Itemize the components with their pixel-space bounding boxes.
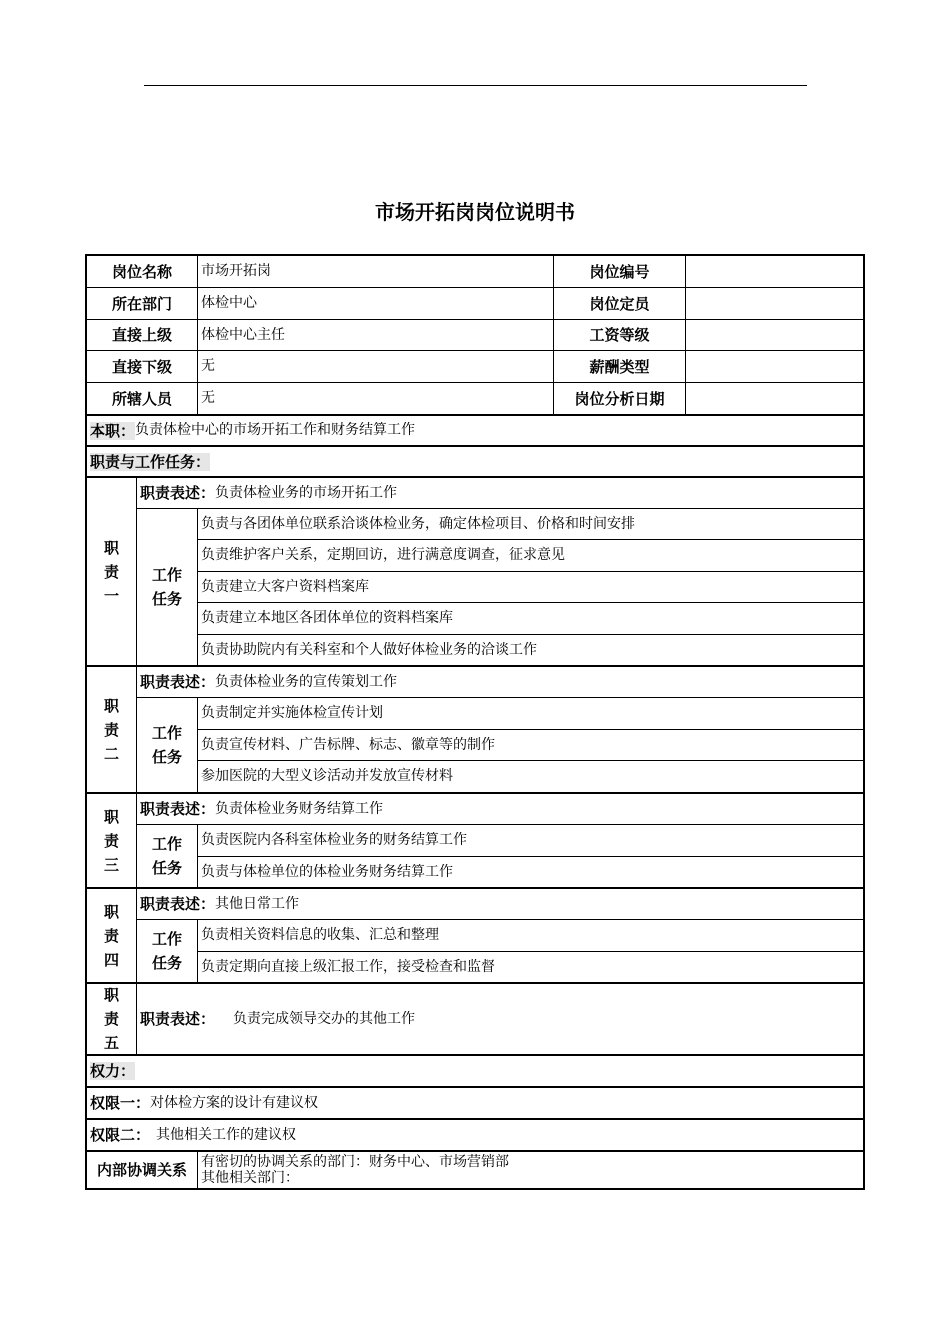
coordination-label: 内部协调关系 bbox=[87, 1150, 197, 1188]
salary-grade-value bbox=[685, 319, 863, 350]
department-value: 体检中心 bbox=[197, 287, 553, 319]
staff-value: 无 bbox=[197, 382, 553, 414]
core-duty-text: 负责体检中心的市场开拓工作和财务结算工作 bbox=[135, 422, 416, 439]
staff-label: 所辖人员 bbox=[87, 382, 197, 414]
subordinate-label: 直接下级 bbox=[87, 350, 197, 382]
salary-grade-label: 工资等级 bbox=[553, 319, 685, 350]
core-duty-label: 本职： bbox=[90, 421, 136, 440]
page-title: 市场开拓岗岗位说明书 bbox=[375, 200, 575, 224]
core-duty-row bbox=[87, 414, 863, 445]
pay-type-label: 薪酬类型 bbox=[553, 350, 685, 382]
coordination-line-1: 有密切的协调关系的部门：财务中心、市场营销部 bbox=[201, 1154, 509, 1170]
duty-1-task-2: 负责维护客户关系，定期回访，进行满意度调查，征求意见 bbox=[197, 539, 863, 571]
duty-1-name: 职 责 一 bbox=[87, 476, 136, 665]
coordination-line-2: 其他相关部门： bbox=[201, 1170, 299, 1186]
headcount-value bbox=[685, 287, 863, 319]
duty-2-task-label: 工作 任务 bbox=[136, 697, 197, 792]
position-code-label: 岗位编号 bbox=[553, 256, 685, 287]
position-code-value bbox=[685, 256, 863, 287]
duties-header bbox=[87, 445, 863, 476]
duty-3-task-label: 工作 任务 bbox=[136, 824, 197, 887]
duty-3-name: 职 责 三 bbox=[87, 792, 136, 887]
duty-1-task-4: 负责建立本地区各团体单位的资料档案库 bbox=[197, 602, 863, 634]
duty-4-name: 职 责 四 bbox=[87, 887, 136, 982]
duty-2-name: 职 责 二 bbox=[87, 665, 136, 792]
position-name-value: 市场开拓岗 bbox=[197, 256, 553, 287]
authority-item-2: 权限二： 其他相关工作的建议权 bbox=[87, 1118, 863, 1150]
duty-5-description: 职责表述： 负责完成领导交办的其他工作 bbox=[136, 982, 863, 1054]
duty-2-task-1: 负责制定并实施体检宣传计划 bbox=[197, 697, 863, 729]
headcount-label: 岗位定员 bbox=[553, 287, 685, 319]
duty-3-task-2: 负责与体检单位的体检业务财务结算工作 bbox=[197, 856, 863, 887]
job-description-table bbox=[85, 254, 865, 1190]
duty-1-task-label: 工作 任务 bbox=[136, 508, 197, 665]
duty-3-description: 职责表述： 负责体检业务财务结算工作 bbox=[136, 792, 863, 824]
department-label: 所在部门 bbox=[87, 287, 197, 319]
position-name-label: 岗位名称 bbox=[111, 262, 172, 281]
authority-item-1: 权限一： 对体检方案的设计有建议权 bbox=[87, 1086, 863, 1118]
duty-1-task-3: 负责建立大客户资料档案库 bbox=[197, 571, 863, 602]
duties-header-label: 职责与工作任务： bbox=[90, 452, 211, 471]
duty-5-name: 职 责 五 bbox=[87, 982, 136, 1054]
duty-4-task-1: 负责相关资料信息的收集、汇总和整理 bbox=[197, 919, 863, 951]
analysis-date-label: 岗位分析日期 bbox=[553, 382, 685, 414]
duty-2-task-3: 参加医院的大型义诊活动并发放宣传材料 bbox=[197, 760, 863, 792]
duty-4-task-2: 负责定期向直接上级汇报工作，接受检查和监督 bbox=[197, 951, 863, 982]
header-rule bbox=[144, 85, 807, 86]
pay-type-value bbox=[685, 350, 863, 382]
supervisor-value: 体检中心主任 bbox=[197, 319, 553, 350]
duty-1-task-5: 负责协助院内有关科室和个人做好体检业务的洽谈工作 bbox=[197, 634, 863, 665]
duty-1-description: 职责表述： 负责体检业务的市场开拓工作 bbox=[136, 476, 863, 508]
subordinate-value: 无 bbox=[197, 350, 553, 382]
duty-2-description: 职责表述： 负责体检业务的宣传策划工作 bbox=[136, 665, 863, 697]
coordination-content bbox=[197, 1150, 863, 1188]
duty-1-task-1: 负责与各团体单位联系洽谈体检业务，确定体检项目、价格和时间安排 bbox=[197, 508, 863, 539]
duty-4-description: 职责表述： 其他日常工作 bbox=[136, 887, 863, 919]
authority-header: 权力： bbox=[87, 1054, 863, 1086]
analysis-date-value bbox=[685, 382, 863, 414]
duty-2-task-2: 负责宣传材料、广告标牌、标志、徽章等的制作 bbox=[197, 729, 863, 760]
duty-3-task-1: 负责医院内各科室体检业务的财务结算工作 bbox=[197, 824, 863, 856]
duty-4-task-label: 工作 任务 bbox=[136, 919, 197, 982]
supervisor-label: 直接上级 bbox=[87, 319, 197, 350]
